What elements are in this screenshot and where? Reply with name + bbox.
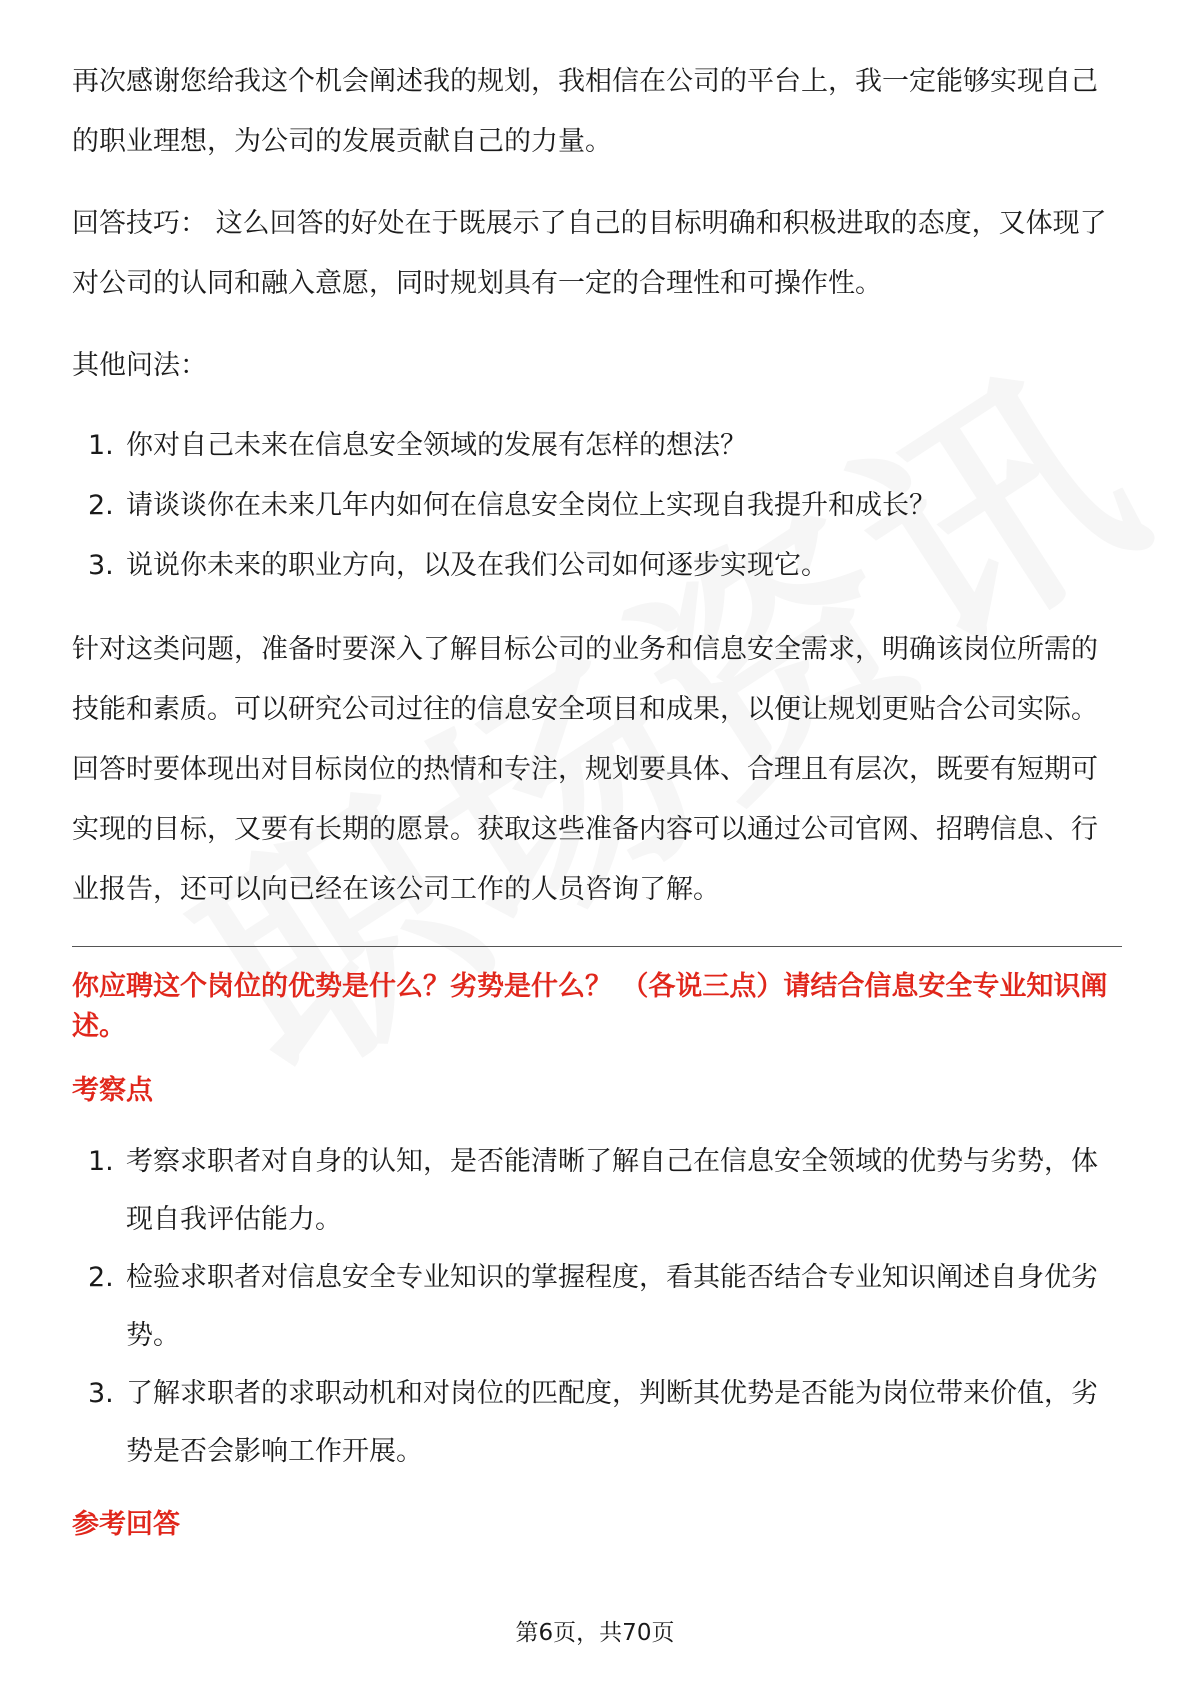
- tips-paragraph: 回答技巧： 这么回答的好处在于既展示了自己的目标明确和积极进取的态度，又体现了对公司的认同和融入意愿，同时规划具有一定的合理性和可操作性。: [72, 208, 1107, 299]
- list-number: 2.: [88, 490, 114, 521]
- reference-answer-heading: 参考回答: [72, 1509, 180, 1540]
- section-divider: [72, 946, 1122, 947]
- list-text: 了解求职者的求职动机和对岗位的匹配度，判断其优势是否能为岗位带来价值，劣势是否会影响工作开展。: [126, 1378, 1098, 1467]
- exam-points-heading: 考察点: [72, 1075, 153, 1106]
- list-item: [72, 416, 1122, 476]
- list-text: 你对自己未来在信息安全领域的发展有怎样的想法？: [126, 430, 747, 461]
- advice-paragraph: 针对这类问题，准备时要深入了解目标公司的业务和信息安全需求，明确该岗位所需的技能和素质。可以研究公司过往的信息安全项目和成果，以便让规划更贴合公司实际。回答时要体现出对目标岗位的热情和专注，规划要具体、合理且有层次，既要有短期可实现的目标，又要有长期的愿景。获取这些准备内容可以通过公司官网、招聘信息、行业报告，还可以向已经在该公司工作的人员咨询了解。: [72, 634, 1098, 905]
- list-item: [72, 536, 1122, 596]
- closing-paragraph: 再次感谢您给我这个机会阐述我的规划，我相信在公司的平台上，我一定能够实现自己的职业理想，为公司的发展贡献自己的力量。: [72, 66, 1098, 157]
- question-title: 你应聘这个岗位的优势是什么？劣势是什么？ （各说三点）请结合信息安全专业知识阐述。: [72, 971, 1108, 1042]
- page-footer: 第6页，共70页: [515, 1620, 675, 1646]
- list-number: 1.: [88, 1146, 114, 1177]
- other-questions-label: 其他问法：: [72, 350, 207, 381]
- list-item: [72, 1133, 1122, 1249]
- list-text: 考察求职者对自身的认知，是否能清晰了解自己在信息安全领域的优势与劣势，体现自我评估能力。: [126, 1146, 1098, 1235]
- list-item: [72, 476, 1122, 536]
- page-content: [72, 52, 1122, 1567]
- list-text: 说说你未来的职业方向，以及在我们公司如何逐步实现它。: [126, 550, 828, 581]
- exam-points-list: [72, 1133, 1122, 1481]
- list-number: 3.: [88, 1378, 114, 1409]
- list-number: 1.: [88, 430, 114, 461]
- list-number: 2.: [88, 1262, 114, 1293]
- list-text: 请谈谈你在未来几年内如何在信息安全岗位上实现自我提升和成长？: [126, 490, 936, 521]
- other-questions-list: [72, 416, 1122, 596]
- list-item: [72, 1365, 1122, 1481]
- list-text: 检验求职者对信息安全专业知识的掌握程度，看其能否结合专业知识阐述自身优劣势。: [126, 1262, 1098, 1351]
- list-item: [72, 1249, 1122, 1365]
- list-number: 3.: [88, 550, 114, 581]
